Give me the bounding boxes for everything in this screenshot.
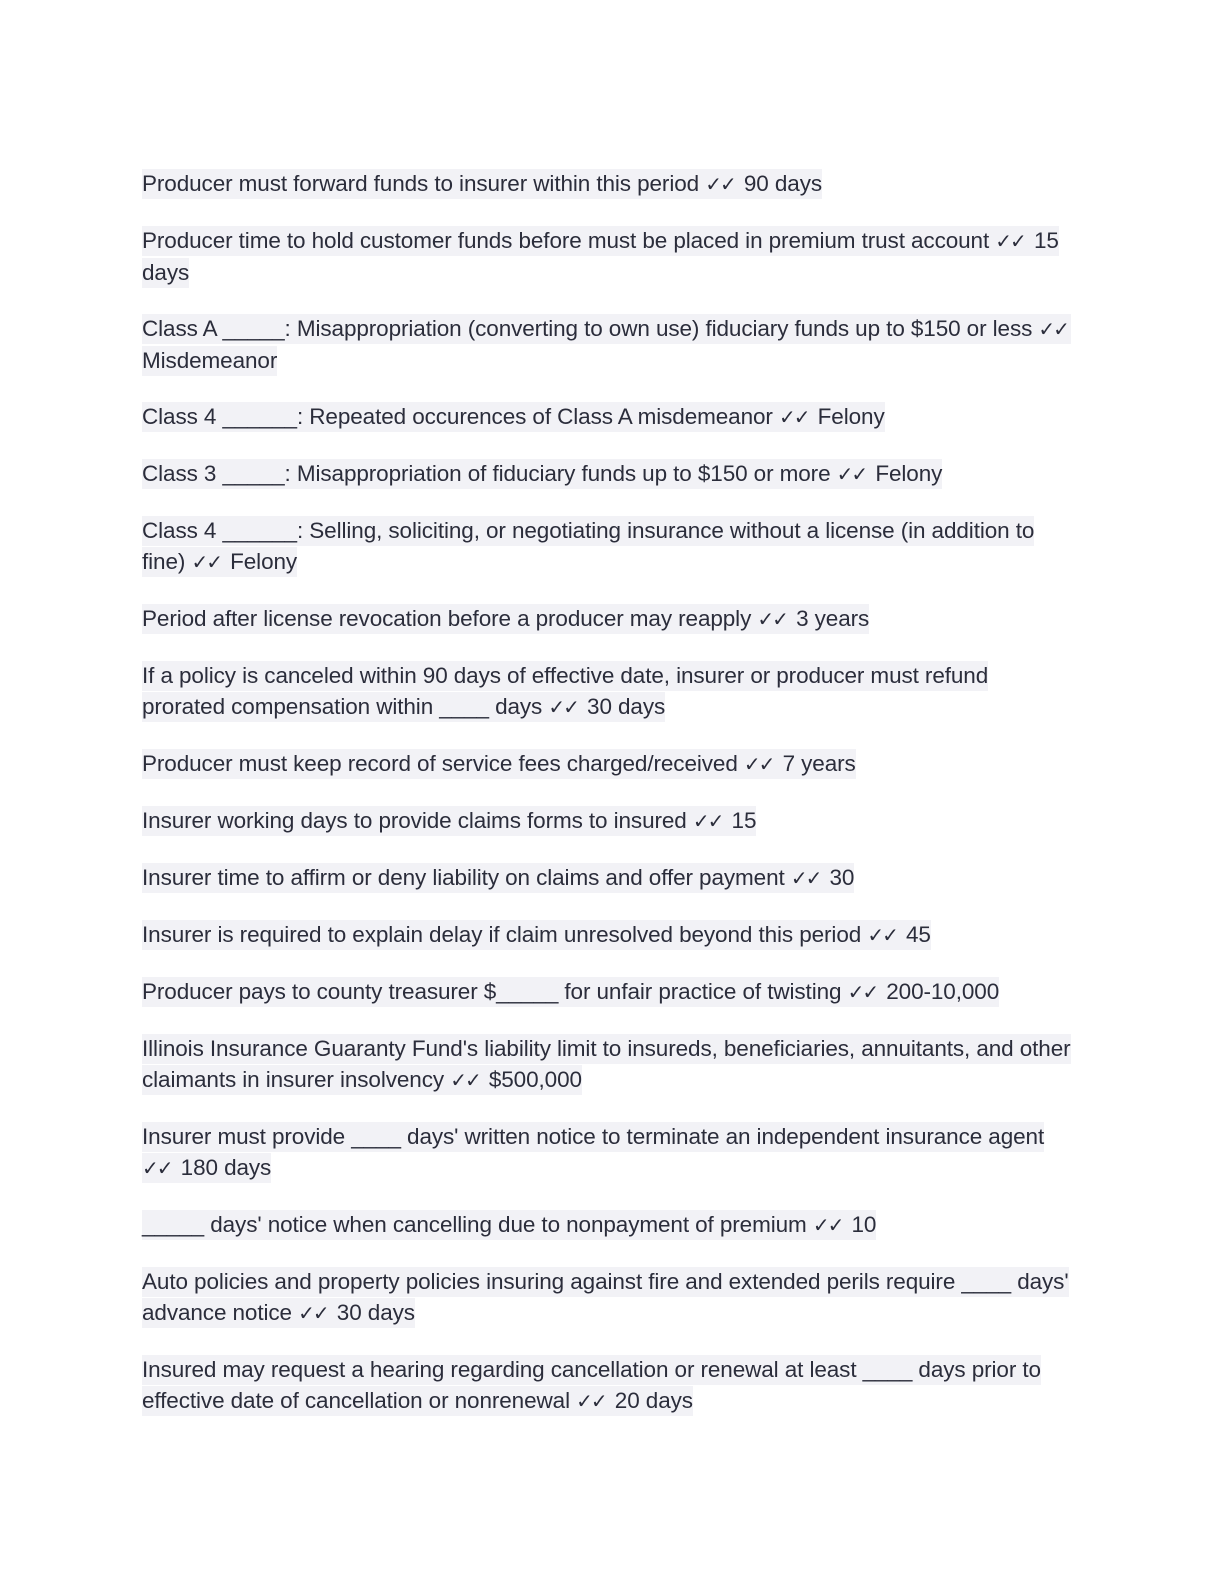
answer-text: 3 years bbox=[796, 606, 870, 631]
answer-text: 90 days bbox=[743, 171, 822, 196]
qa-item-9 bbox=[142, 748, 1072, 780]
qa-item-1 bbox=[142, 168, 1072, 200]
qa-item-16 bbox=[142, 1209, 1072, 1241]
double-check-icon: ✓✓ bbox=[576, 1389, 606, 1413]
question-text: Class 4 ______: Repeated occurences of Class A misdemeanor bbox=[142, 404, 773, 429]
question-text: Class A _____: Misappropriation (converting to own use) fiduciary funds up to $150 or less bbox=[142, 316, 1033, 341]
double-check-icon: ✓✓ bbox=[142, 1156, 172, 1180]
answer-text: 30 bbox=[829, 865, 855, 890]
double-check-icon: ✓✓ bbox=[867, 923, 897, 947]
double-check-icon: ✓✓ bbox=[743, 752, 774, 776]
double-check-icon: ✓✓ bbox=[298, 1301, 328, 1325]
qa-item-3 bbox=[142, 313, 1072, 376]
question-text: Class 3 _____: Misappropriation of fiduciary funds up to $150 or more bbox=[142, 461, 831, 486]
qa-item-14 bbox=[142, 1033, 1072, 1096]
answer-text: 30 days bbox=[587, 694, 666, 719]
qa-item-13 bbox=[142, 976, 1072, 1008]
question-text: Producer time to hold customer funds before must be placed in premium trust account bbox=[142, 228, 990, 253]
qa-item-2 bbox=[142, 225, 1072, 288]
qa-item-8 bbox=[142, 660, 1072, 723]
double-check-icon: ✓✓ bbox=[836, 462, 867, 486]
question-text: Period after license revocation before a producer may reapply bbox=[142, 606, 752, 631]
qa-item-15 bbox=[142, 1121, 1072, 1184]
question-text: Insurer working days to provide claims forms to insured bbox=[142, 808, 687, 833]
qa-item-17 bbox=[142, 1266, 1072, 1329]
question-text: Insurer is required to explain delay if claim unresolved beyond this period bbox=[142, 922, 862, 947]
qa-item-18 bbox=[142, 1354, 1072, 1417]
answer-text: 7 years bbox=[782, 751, 856, 776]
qa-item-6 bbox=[142, 515, 1072, 578]
double-check-icon: ✓✓ bbox=[692, 809, 723, 833]
double-check-icon: ✓✓ bbox=[847, 980, 878, 1004]
qa-item-12 bbox=[142, 919, 1072, 951]
double-check-icon: ✓✓ bbox=[450, 1068, 480, 1092]
double-check-icon: ✓✓ bbox=[548, 695, 578, 719]
answer-text: 45 bbox=[905, 922, 931, 947]
answer-text: Felony bbox=[230, 549, 298, 574]
double-check-icon: ✓✓ bbox=[757, 607, 787, 631]
question-text: Insurer must provide ____ days' written notice to terminate an independent insurance agent bbox=[142, 1124, 1045, 1149]
qa-item-4 bbox=[142, 401, 1072, 433]
double-check-icon: ✓✓ bbox=[1038, 317, 1068, 341]
question-text: Insured may request a hearing regarding cancellation or renewal at least ____ days prior to effective date of cancellation or nonrenewal bbox=[142, 1357, 1041, 1413]
question-text: Illinois Insurance Guaranty Fund's liability limit to insureds, beneficiaries, annuitants, and other claimants in insurer insolvency bbox=[142, 1036, 1071, 1092]
double-check-icon: ✓✓ bbox=[812, 1213, 843, 1237]
qa-item-5 bbox=[142, 458, 1072, 490]
question-text: Class 4 ______: Selling, soliciting, or negotiating insurance without a license (in addition to fine) bbox=[142, 518, 1035, 574]
answer-text: 180 days bbox=[180, 1155, 272, 1180]
answer-text: $500,000 bbox=[488, 1067, 582, 1092]
qa-item-11 bbox=[142, 862, 1072, 894]
question-text: Insurer time to affirm or deny liability on claims and offer payment bbox=[142, 865, 785, 890]
double-check-icon: ✓✓ bbox=[705, 172, 735, 196]
question-text: Producer must keep record of service fees charged/received bbox=[142, 751, 738, 776]
answer-text: 15 days bbox=[142, 228, 1059, 285]
double-check-icon: ✓✓ bbox=[790, 866, 821, 890]
double-check-icon: ✓✓ bbox=[995, 229, 1025, 253]
answer-text: 15 bbox=[731, 808, 757, 833]
question-text: Auto policies and property policies insuring against fire and extended perils require ____ days' advance notice bbox=[142, 1269, 1069, 1325]
qa-item-7 bbox=[142, 603, 1072, 635]
answer-text: 20 days bbox=[614, 1388, 693, 1413]
question-text: Producer pays to county treasurer $_____ for unfair practice of twisting bbox=[142, 979, 842, 1004]
answer-text: 30 days bbox=[336, 1300, 415, 1325]
answer-text: Felony bbox=[875, 461, 943, 486]
question-text: _____ days' notice when cancelling due to nonpayment of premium bbox=[142, 1212, 807, 1237]
question-text: Producer must forward funds to insurer within this period bbox=[142, 171, 700, 196]
answer-text: 200-10,000 bbox=[886, 979, 1000, 1004]
answer-text: Misdemeanor bbox=[142, 348, 278, 373]
double-check-icon: ✓✓ bbox=[191, 550, 221, 574]
document-page bbox=[142, 168, 1072, 1442]
qa-item-10 bbox=[142, 805, 1072, 837]
answer-text: 10 bbox=[851, 1212, 877, 1237]
answer-text: Felony bbox=[817, 404, 885, 429]
double-check-icon: ✓✓ bbox=[778, 405, 809, 429]
question-text: If a policy is canceled within 90 days of effective date, insurer or producer must refund prorated compensation within ____ days bbox=[142, 663, 989, 719]
